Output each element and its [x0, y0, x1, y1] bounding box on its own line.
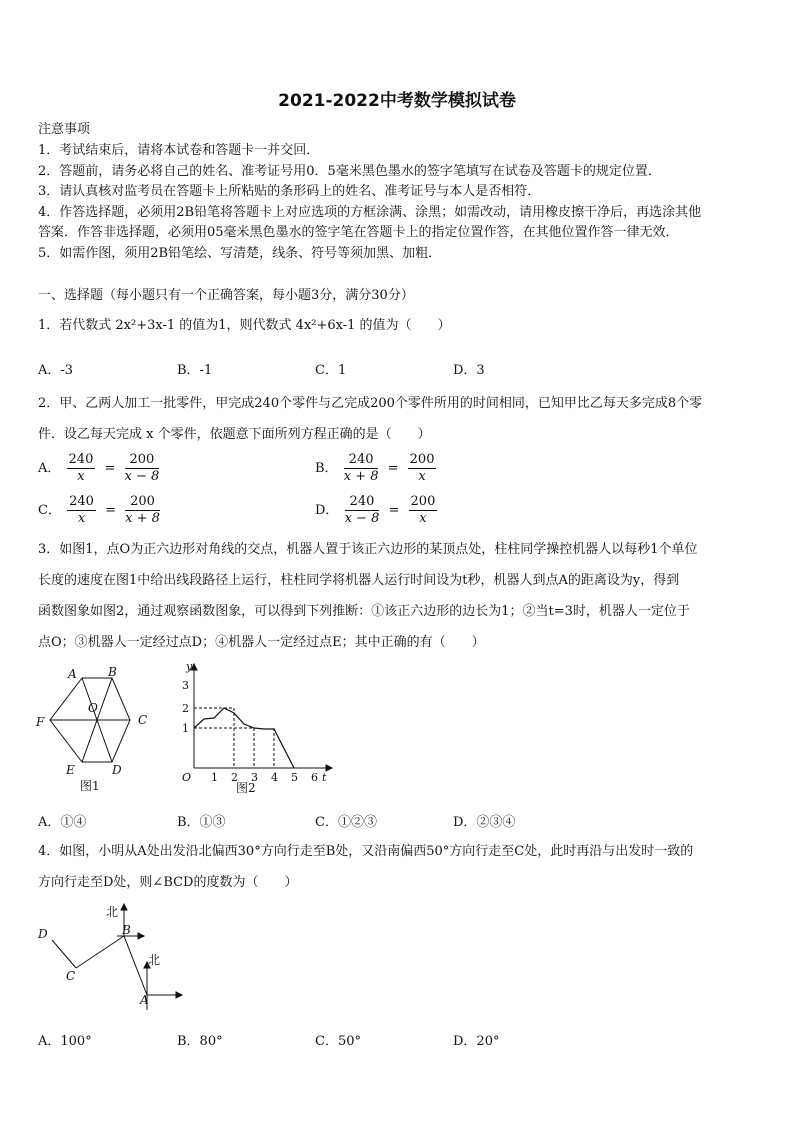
fraction-left [67, 452, 96, 485]
numerator: 200 [125, 452, 160, 469]
fraction-right [408, 452, 437, 485]
section-heading: 一、选择题（每小题只有一个正确答案，每小题3分，满分30分） [38, 288, 414, 303]
equals-sign: = [388, 503, 400, 518]
function-graph [176, 660, 336, 796]
equals-sign: = [387, 461, 399, 476]
b-north-arrow [121, 904, 127, 910]
option-label: B． [315, 461, 338, 476]
q3-line-4: 点O；③机器人一定经过点D；④机器人一定经过点E；其中正确的有（ ） [38, 635, 485, 650]
notice-line-2: 2．答题前，请务必将自己的姓名、准考证号用0．5毫米黑色墨水的签字笔填写在试卷及答题卡的规定位置． [38, 164, 661, 179]
numerator: 240 [344, 452, 379, 469]
q4-option-d[interactable]: D．20° [453, 1034, 500, 1049]
b-east-arrow [138, 933, 144, 939]
equals-sign: = [105, 503, 116, 518]
north-label-b: 北 [106, 905, 119, 919]
option-label: A． [38, 461, 61, 476]
north-label-a: 北 [148, 953, 161, 967]
q1-option-b[interactable]: B．-1 [177, 363, 213, 378]
hexagon-figure [34, 664, 160, 794]
segment-cd [52, 940, 76, 968]
notice-line-1: 1．考试结束后，请将本试卷和答题卡一并交回． [38, 143, 320, 158]
numerator: 240 [345, 494, 380, 511]
q2-option-a[interactable] [38, 452, 161, 485]
denominator: x + 8 [343, 469, 379, 484]
a-east-arrow [176, 992, 182, 998]
numerator: 200 [409, 452, 435, 467]
y-tick-1: 1 [182, 722, 189, 735]
x-axis-arrow [326, 765, 332, 771]
fraction-left [67, 494, 96, 527]
option-label: D． [315, 503, 339, 518]
notice-line-6: 5．如需作图，须用2B铅笔绘、写清楚，线条、符号等须加黑、加粗． [38, 246, 442, 261]
x-tick-5: 5 [291, 771, 298, 784]
denominator: x − 8 [124, 469, 160, 484]
center-o-label: O [88, 701, 98, 715]
fraction-left [345, 494, 380, 527]
point-d-label: D [38, 927, 48, 941]
y-tick-2: 2 [182, 702, 189, 715]
segment-ab [124, 936, 147, 995]
fraction-right [409, 494, 438, 527]
denominator: x − 8 [344, 511, 380, 526]
notice-heading: 注意事项 [38, 122, 91, 137]
q1-option-c[interactable]: C．1 [315, 363, 347, 378]
direction-figure [34, 900, 194, 1012]
segment-bc [76, 936, 124, 968]
fraction-right [125, 452, 160, 485]
point-a-label: A [140, 993, 149, 1007]
page-title: 2021-2022中考数学模拟试卷 [278, 91, 516, 111]
x-tick-1: 1 [211, 771, 218, 784]
numerator: 240 [69, 494, 94, 509]
y-axis-label: y [186, 660, 193, 673]
q1-option-a[interactable]: A．-3 [38, 363, 74, 378]
q4-line-2: 方向行走至D处，则∠BCD的度数为（ ） [38, 875, 298, 890]
q4-option-b[interactable]: B．80° [177, 1034, 223, 1049]
vertex-b-label: B [108, 665, 117, 679]
notice-line-5: 答案．作答非选择题，必须用05毫米黑色墨水的签字笔在答题卡上的指定位置作答，在其他位置作答一律无效． [38, 225, 679, 240]
option-label: C． [38, 503, 61, 518]
fraction-left [344, 452, 379, 485]
q4-option-c[interactable]: C．50° [315, 1034, 361, 1049]
q2-option-d[interactable] [315, 494, 439, 527]
origin-label: O [182, 771, 192, 784]
q1-option-d[interactable]: D．3 [453, 363, 485, 378]
q3-option-b[interactable]: B．①③ [177, 815, 226, 830]
denominator: x + 8 [125, 511, 160, 526]
y-tick-3: 3 [182, 679, 189, 692]
q2-option-c[interactable] [38, 494, 162, 527]
vertex-a-label: A [68, 667, 77, 681]
q1-stem: 1．若代数式 2x²+3x-1 的值为1，则代数式 4x²+6x-1 的值为（ ） [38, 318, 451, 333]
q3-option-a[interactable]: A．①④ [38, 815, 87, 830]
point-b-label: B [122, 923, 131, 937]
notice-line-4: 4．作答选择题，必须用2B铅笔将答题卡上对应选项的方框涂满、涂黑；如需改动，请用橡皮擦干净后，再选涂其他 [38, 205, 702, 220]
notice-line-3: 3．请认真核对监考员在答题卡上所粘贴的条形码上的姓名、准考证号与本人是否相符． [38, 184, 541, 199]
fraction-right [125, 494, 160, 527]
q3-option-c[interactable]: C．①②③ [315, 815, 377, 830]
x-tick-4: 4 [271, 771, 278, 784]
vertex-d-label: D [112, 763, 122, 777]
x-tick-2: 2 [231, 771, 238, 784]
numerator: 240 [68, 452, 94, 467]
x-axis-label: t [322, 771, 327, 784]
q3-line-1: 3．如图1，点O为正六边形对角线的交点，机器人置于该正六边形的某顶点处，柱柱同学操控机器人以每秒1个单位 [38, 542, 698, 557]
graph-curve [194, 708, 294, 768]
numerator: 200 [125, 494, 160, 511]
numerator: 200 [410, 494, 436, 509]
x-tick-6: 6 [311, 771, 318, 784]
point-c-label: C [66, 969, 76, 983]
q3-line-2: 长度的速度在图1中给出线段路径上运行，柱柱同学将机器人运行时间设为t秒，机器人到点A的距离设为y，得到 [38, 573, 680, 588]
denominator: x [77, 511, 86, 526]
x-tick-3: 3 [251, 771, 258, 784]
fig2-caption: 图2 [236, 781, 256, 795]
vertex-f-label: F [36, 715, 45, 729]
q3-line-3: 函数图象如图2，通过观察函数图象，可以得到下列推断：①该正六边形的边长为1；②当t=3时，机器人一定位于 [38, 604, 690, 619]
fig1-caption: 图1 [80, 779, 100, 793]
q2-option-b[interactable] [315, 452, 438, 485]
denominator: x [418, 469, 426, 484]
q4-option-a[interactable]: A．100° [38, 1034, 92, 1049]
denominator: x [419, 511, 427, 526]
q2-stem-line-1: 2．甲、乙两人加工一批零件，甲完成240个零件与乙完成200个零件所用的时间相同，已知甲比乙每天多完成8个零 [38, 396, 703, 411]
q2-stem-line-2: 件．设乙每天完成 x 个零件，依题意下面所列方程正确的是（ ） [38, 427, 431, 442]
equals-sign: = [104, 461, 116, 476]
q3-option-d[interactable]: D．②③④ [453, 815, 516, 830]
denominator: x [77, 469, 85, 484]
vertex-e-label: E [66, 763, 75, 777]
vertex-c-label: C [138, 713, 148, 727]
q4-line-1: 4．如图，小明从A处出发沿北偏西30°方向行走至B处，又沿南偏西50°方向行走至C处，此时再沿与出发时一致的 [38, 844, 694, 859]
